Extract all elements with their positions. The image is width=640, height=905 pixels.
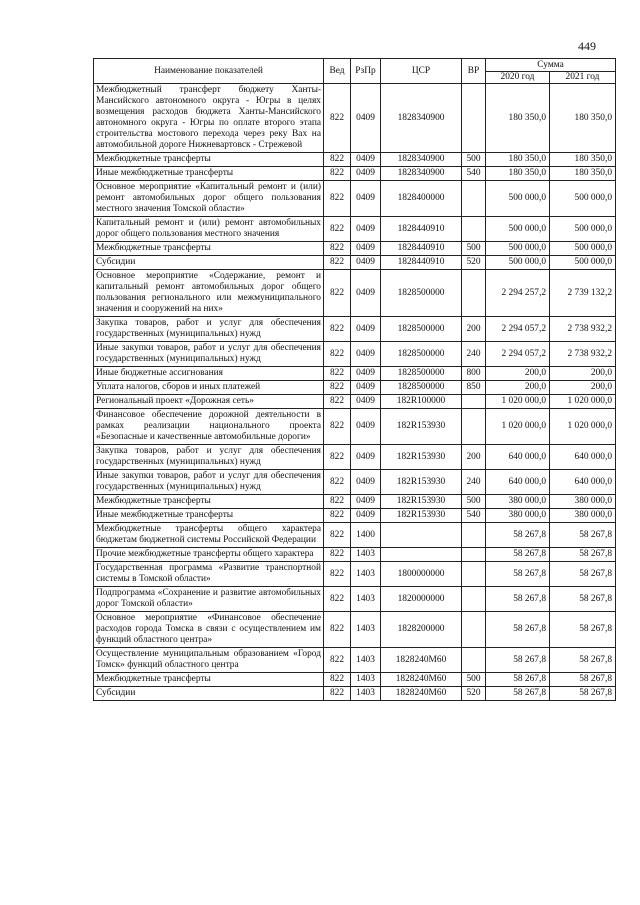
cell-csr: 1828240М60 (381, 687, 462, 701)
cell-vr (462, 270, 486, 317)
cell-sum-2020: 500 000,0 (486, 242, 550, 256)
cell-name: Закупка товаров, работ и услуг для обеспечения государственных (муниципальных) нужд (94, 445, 324, 470)
cell-vr: 520 (462, 256, 486, 270)
cell-name: Прочие межбюджетные трансферты общего характера (94, 548, 324, 562)
cell-ved: 822 (324, 495, 351, 509)
cell-rzpr: 0409 (351, 367, 381, 381)
cell-vr (462, 612, 486, 648)
cell-sum-2020: 500 000,0 (486, 181, 550, 217)
cell-sum-2021: 58 267,8 (550, 587, 616, 612)
cell-csr: 1828440910 (381, 217, 462, 242)
cell-ved: 822 (324, 367, 351, 381)
cell-vr: 800 (462, 367, 486, 381)
cell-rzpr: 0409 (351, 242, 381, 256)
cell-ved: 822 (324, 342, 351, 367)
cell-csr: 1820000000 (381, 587, 462, 612)
cell-sum-2021: 2 738 932,2 (550, 342, 616, 367)
table-row (94, 509, 616, 523)
cell-ved: 822 (324, 509, 351, 523)
table-row (94, 687, 616, 701)
cell-sum-2020: 58 267,8 (486, 587, 550, 612)
cell-ved: 822 (324, 409, 351, 445)
cell-ved: 822 (324, 242, 351, 256)
cell-rzpr: 0409 (351, 256, 381, 270)
table-row (94, 217, 616, 242)
cell-sum-2021: 180 350,0 (550, 167, 616, 181)
cell-sum-2020: 640 000,0 (486, 445, 550, 470)
cell-csr: 182R153930 (381, 409, 462, 445)
cell-rzpr: 0409 (351, 395, 381, 409)
cell-rzpr: 1403 (351, 548, 381, 562)
cell-rzpr: 1403 (351, 562, 381, 587)
cell-vr (462, 648, 486, 673)
cell-vr: 500 (462, 673, 486, 687)
cell-ved: 822 (324, 270, 351, 317)
cell-sum-2020: 180 350,0 (486, 153, 550, 167)
cell-name: Межбюджетные трансферты (94, 673, 324, 687)
cell-ved: 822 (324, 381, 351, 395)
table-row (94, 523, 616, 548)
cell-rzpr: 1403 (351, 687, 381, 701)
cell-ved: 822 (324, 470, 351, 495)
cell-csr: 1828400000 (381, 181, 462, 217)
cell-sum-2021: 58 267,8 (550, 673, 616, 687)
header-name: Наименование показателей (94, 59, 324, 84)
cell-rzpr: 0409 (351, 445, 381, 470)
cell-name: Субсидии (94, 256, 324, 270)
cell-rzpr: 0409 (351, 217, 381, 242)
header-rzpr: РзПр (351, 59, 381, 84)
cell-vr: 540 (462, 167, 486, 181)
cell-rzpr: 0409 (351, 270, 381, 317)
cell-name: Межбюджетные трансферты (94, 153, 324, 167)
cell-vr (462, 562, 486, 587)
cell-sum-2021: 500 000,0 (550, 242, 616, 256)
cell-name: Иные межбюджетные трансферты (94, 167, 324, 181)
table-row (94, 342, 616, 367)
cell-sum-2021: 640 000,0 (550, 470, 616, 495)
cell-rzpr: 0409 (351, 181, 381, 217)
cell-name: Межбюджетные трансферты (94, 242, 324, 256)
cell-ved: 822 (324, 181, 351, 217)
cell-rzpr: 0409 (351, 470, 381, 495)
cell-sum-2020: 2 294 257,2 (486, 270, 550, 317)
table-row (94, 673, 616, 687)
table-row (94, 395, 616, 409)
cell-sum-2021: 200,0 (550, 381, 616, 395)
cell-ved: 822 (324, 153, 351, 167)
cell-csr: 1828500000 (381, 270, 462, 317)
cell-rzpr: 0409 (351, 381, 381, 395)
cell-sum-2021: 500 000,0 (550, 256, 616, 270)
table-row (94, 409, 616, 445)
cell-csr: 1828440910 (381, 256, 462, 270)
table-row (94, 445, 616, 470)
cell-vr (462, 523, 486, 548)
cell-ved: 822 (324, 217, 351, 242)
cell-sum-2021: 58 267,8 (550, 562, 616, 587)
cell-vr (462, 587, 486, 612)
cell-name: Межбюджетные трансферты (94, 495, 324, 509)
cell-ved: 822 (324, 548, 351, 562)
cell-sum-2021: 2 739 132,2 (550, 270, 616, 317)
cell-sum-2020: 1 020 000,0 (486, 409, 550, 445)
cell-sum-2021: 1 020 000,0 (550, 409, 616, 445)
table-row (94, 256, 616, 270)
cell-csr: 182R153930 (381, 445, 462, 470)
page-number: 449 (578, 39, 596, 53)
cell-csr: 1828340900 (381, 153, 462, 167)
cell-rzpr: 0409 (351, 495, 381, 509)
table-row (94, 470, 616, 495)
cell-name: Межбюджетные трансферты общего характера бюджетам бюджетной системы Российской Федерации (94, 523, 324, 548)
cell-sum-2020: 500 000,0 (486, 256, 550, 270)
cell-sum-2021: 58 267,8 (550, 548, 616, 562)
cell-sum-2020: 58 267,8 (486, 523, 550, 548)
cell-csr: 1828240М60 (381, 648, 462, 673)
cell-name: Государственная программа «Развитие транспортной системы в Томской области» (94, 562, 324, 587)
cell-sum-2020: 380 000,0 (486, 509, 550, 523)
cell-csr (381, 548, 462, 562)
cell-rzpr: 1403 (351, 612, 381, 648)
table-row (94, 270, 616, 317)
table-row (94, 242, 616, 256)
cell-sum-2021: 200,0 (550, 367, 616, 381)
cell-vr: 200 (462, 317, 486, 342)
cell-csr: 1828340900 (381, 167, 462, 181)
table-row (94, 167, 616, 181)
cell-vr: 520 (462, 687, 486, 701)
cell-vr: 540 (462, 509, 486, 523)
cell-name: Основное мероприятие «Финансовое обеспечение расходов города Томска в связи с осуществлением им функций областного центра» (94, 612, 324, 648)
cell-sum-2020: 640 000,0 (486, 470, 550, 495)
cell-rzpr: 0409 (351, 409, 381, 445)
budget-table (93, 58, 616, 701)
cell-sum-2020: 58 267,8 (486, 673, 550, 687)
cell-csr: 1828340900 (381, 84, 462, 153)
cell-csr: 182R153930 (381, 470, 462, 495)
cell-vr (462, 84, 486, 153)
cell-name: Иные бюджетные ассигнования (94, 367, 324, 381)
cell-name: Уплата налогов, сборов и иных платежей (94, 381, 324, 395)
cell-sum-2020: 58 267,8 (486, 562, 550, 587)
table-row (94, 587, 616, 612)
cell-sum-2021: 500 000,0 (550, 181, 616, 217)
cell-vr (462, 548, 486, 562)
cell-sum-2020: 380 000,0 (486, 495, 550, 509)
cell-sum-2020: 58 267,8 (486, 612, 550, 648)
cell-rzpr: 1403 (351, 648, 381, 673)
cell-sum-2021: 58 267,8 (550, 687, 616, 701)
cell-name: Иные закупки товаров, работ и услуг для обеспечения государственных (муниципальных) нужд (94, 342, 324, 367)
cell-csr: 1828500000 (381, 381, 462, 395)
cell-vr: 500 (462, 153, 486, 167)
cell-sum-2020: 58 267,8 (486, 648, 550, 673)
cell-vr: 850 (462, 381, 486, 395)
cell-ved: 822 (324, 317, 351, 342)
cell-name: Региональный проект «Дорожная сеть» (94, 395, 324, 409)
header-year-2021: 2021 год (550, 72, 616, 84)
table-row (94, 381, 616, 395)
cell-vr: 240 (462, 470, 486, 495)
cell-sum-2021: 58 267,8 (550, 648, 616, 673)
table-body (94, 84, 616, 701)
cell-csr: 182R100000 (381, 395, 462, 409)
header-year-2020: 2020 год (486, 72, 550, 84)
cell-sum-2021: 1 020 000,0 (550, 395, 616, 409)
header-csr: ЦСР (381, 59, 462, 84)
cell-vr: 500 (462, 242, 486, 256)
cell-sum-2020: 200,0 (486, 367, 550, 381)
table-row (94, 548, 616, 562)
table-row (94, 367, 616, 381)
cell-sum-2020: 500 000,0 (486, 217, 550, 242)
cell-name: Иные межбюджетные трансферты (94, 509, 324, 523)
cell-name: Капитальный ремонт и (или) ремонт автомобильных дорог общего пользования местного значения (94, 217, 324, 242)
cell-vr: 500 (462, 495, 486, 509)
cell-ved: 822 (324, 256, 351, 270)
cell-name: Закупка товаров, работ и услуг для обеспечения государственных (муниципальных) нужд (94, 317, 324, 342)
cell-vr (462, 181, 486, 217)
header-ved: Вед (324, 59, 351, 84)
cell-vr (462, 395, 486, 409)
cell-name: Подпрограмма «Сохранение и развитие автомобильных дорог Томской области» (94, 587, 324, 612)
cell-csr: 1828240М60 (381, 673, 462, 687)
cell-sum-2020: 58 267,8 (486, 548, 550, 562)
cell-name: Осуществление муниципальным образованием «Город Томск» функций областного центра (94, 648, 324, 673)
cell-sum-2021: 500 000,0 (550, 217, 616, 242)
table-header-row (94, 59, 616, 72)
cell-rzpr: 1403 (351, 673, 381, 687)
cell-name: Финансовое обеспечение дорожной деятельности в рамках реализации национального проекта «Безопасные и качественные автомобильные дороги» (94, 409, 324, 445)
cell-vr (462, 409, 486, 445)
cell-name: Основное мероприятие «Капитальный ремонт и (или) ремонт автомобильных дорог общего пользования местного значения Томской области» (94, 181, 324, 217)
table-row (94, 612, 616, 648)
table-row (94, 648, 616, 673)
cell-sum-2020: 200,0 (486, 381, 550, 395)
cell-csr: 1828500000 (381, 317, 462, 342)
cell-ved: 822 (324, 395, 351, 409)
header-vr: ВР (462, 59, 486, 84)
cell-sum-2020: 180 350,0 (486, 84, 550, 153)
cell-sum-2021: 380 000,0 (550, 509, 616, 523)
cell-ved: 822 (324, 562, 351, 587)
cell-sum-2020: 1 020 000,0 (486, 395, 550, 409)
cell-sum-2021: 180 350,0 (550, 84, 616, 153)
cell-sum-2021: 380 000,0 (550, 495, 616, 509)
cell-sum-2020: 2 294 057,2 (486, 342, 550, 367)
cell-vr (462, 217, 486, 242)
cell-rzpr: 1403 (351, 587, 381, 612)
table-row (94, 495, 616, 509)
cell-name: Основное мероприятие «Содержание, ремонт и капитальный ремонт автомобильных дорог общего пользования регионального или межмуниципального значения и сооружений на них» (94, 270, 324, 317)
cell-csr: 1828500000 (381, 367, 462, 381)
table-row (94, 153, 616, 167)
cell-csr: 182R153930 (381, 495, 462, 509)
cell-ved: 822 (324, 523, 351, 548)
cell-csr: 1828200000 (381, 612, 462, 648)
table-row (94, 181, 616, 217)
cell-rzpr: 0409 (351, 84, 381, 153)
cell-sum-2021: 58 267,8 (550, 523, 616, 548)
cell-name: Субсидии (94, 687, 324, 701)
cell-sum-2020: 2 294 057,2 (486, 317, 550, 342)
cell-ved: 822 (324, 687, 351, 701)
cell-name: Иные закупки товаров, работ и услуг для обеспечения государственных (муниципальных) нужд (94, 470, 324, 495)
header-sum: Сумма (486, 59, 616, 72)
table-row (94, 84, 616, 153)
cell-csr: 1828500000 (381, 342, 462, 367)
cell-ved: 822 (324, 648, 351, 673)
cell-name: Межбюджетный трансферт бюджету Ханты-Мансийского автономного округа - Югры в целях возмещения расходов бюджета Ханты-Мансийского автономного округа - Югры по оплате второго этапа строительства мостового перехода через реку Вах на автомобильной дороге Нижневартовск - Стрежевой (94, 84, 324, 153)
cell-ved: 822 (324, 84, 351, 153)
cell-vr: 200 (462, 445, 486, 470)
cell-rzpr: 0409 (351, 167, 381, 181)
cell-sum-2020: 58 267,8 (486, 687, 550, 701)
cell-rzpr: 1400 (351, 523, 381, 548)
table-row (94, 562, 616, 587)
cell-ved: 822 (324, 673, 351, 687)
cell-csr (381, 523, 462, 548)
cell-sum-2020: 180 350,0 (486, 167, 550, 181)
cell-rzpr: 0409 (351, 317, 381, 342)
cell-vr: 240 (462, 342, 486, 367)
cell-rzpr: 0409 (351, 342, 381, 367)
cell-rzpr: 0409 (351, 153, 381, 167)
cell-ved: 822 (324, 587, 351, 612)
cell-ved: 822 (324, 612, 351, 648)
cell-ved: 822 (324, 445, 351, 470)
table-row (94, 317, 616, 342)
cell-csr: 1828440910 (381, 242, 462, 256)
cell-sum-2021: 58 267,8 (550, 612, 616, 648)
cell-sum-2021: 640 000,0 (550, 445, 616, 470)
cell-sum-2021: 2 738 932,2 (550, 317, 616, 342)
cell-csr: 1800000000 (381, 562, 462, 587)
cell-sum-2021: 180 350,0 (550, 153, 616, 167)
cell-csr: 182R153930 (381, 509, 462, 523)
cell-rzpr: 0409 (351, 509, 381, 523)
cell-ved: 822 (324, 167, 351, 181)
